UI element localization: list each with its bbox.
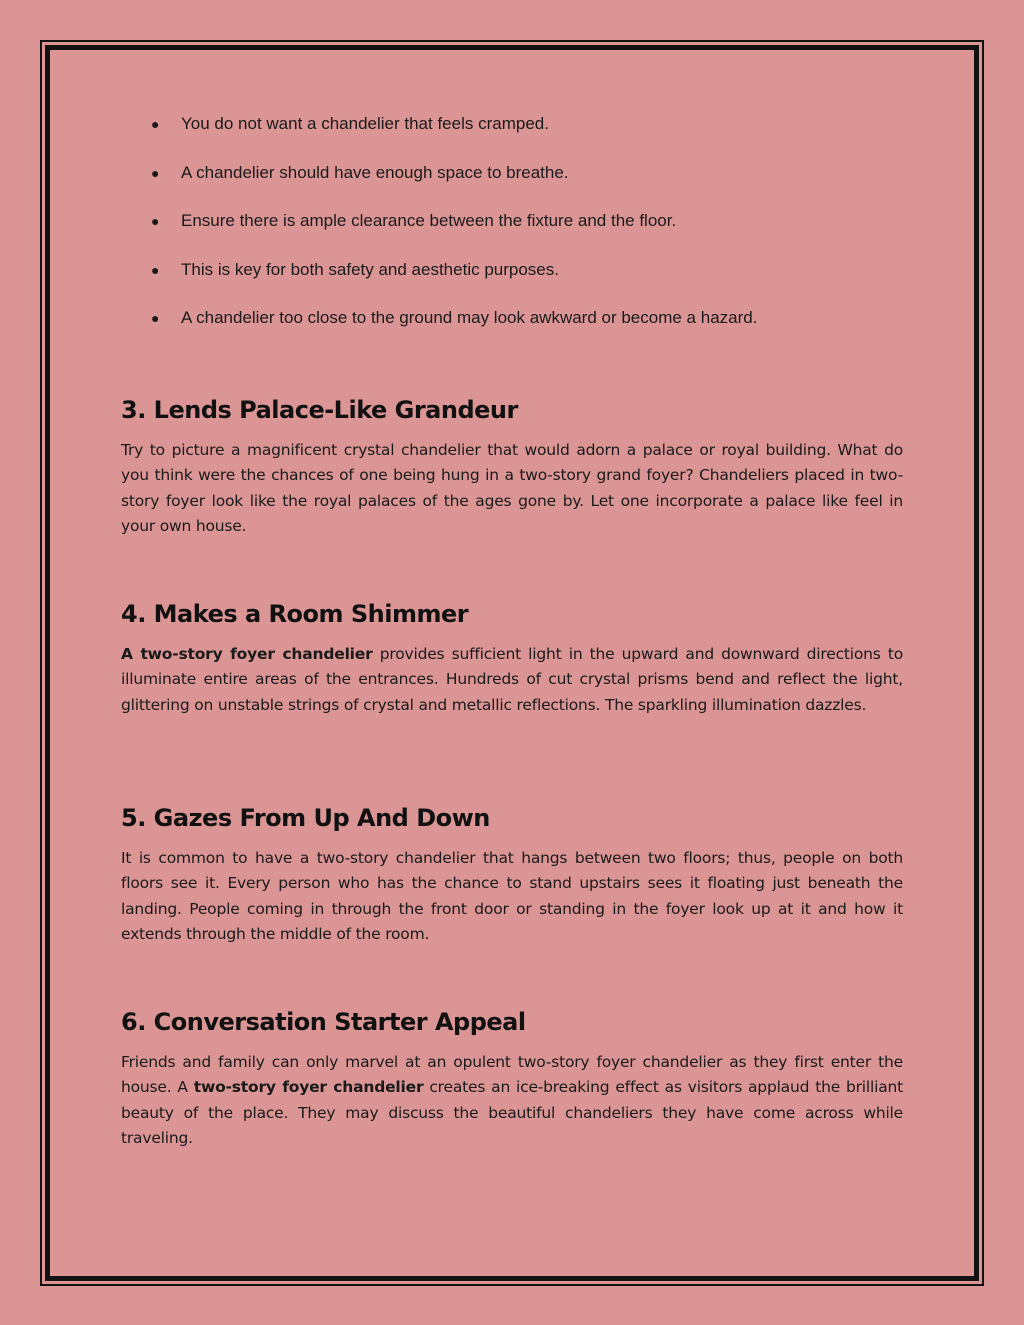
document-content: [121, 112, 904, 1147]
list-item: ● A chandelier should have enough space to breathe.: [121, 161, 903, 185]
section-paragraph: Try to picture a magnificent crystal chandelier that would adorn a palace or royal building. What do you think were the chances of one being hung in a two-story grand foyer? Chandeliers placed in two-story foyer look like the royal palaces of the ages gone by. Let one incorporate a palace like feel in your own house.: [121, 441, 903, 535]
section-paragraph: It is common to have a two-story chandelier that hangs between two floors; thus, people on both floors see it. Every person who has the chance to stand upstairs sees it floating just beneath the landing. People coming in through the front door or standing in the foyer look up at it and how it extends through the middle of the room.: [121, 849, 903, 943]
list-item: ● Ensure there is ample clearance between the fixture and the floor.: [121, 209, 903, 233]
section-conversation-starter: [121, 1006, 903, 1151]
bold-phrase: A two-story foyer chandelier: [121, 645, 373, 663]
section-heading: 5. Gazes From Up And Down: [121, 804, 490, 832]
section-paragraph: Friends and family can only marvel at an opulent two-story foyer chandelier as they first enter the house. A two-story foyer chandelier creates an ice-breaking effect as visitors applaud the brilliant beauty of the place. They may discuss the beautiful chandeliers they have come across while traveling.: [121, 1053, 904, 1147]
section-paragraph: A two-story foyer chandelier provides sufficient light in the upward and downward directions to illuminate entire areas of the entrances. Hundreds of cut crystal prisms bend and reflect the light, glittering on unstable strings of crystal and metallic reflections. The sparkling illumination dazzles.: [121, 645, 904, 714]
section-gazes-up-down: [121, 802, 903, 947]
bold-phrase: two-story foyer chandelier: [193, 1078, 424, 1097]
bullet-icon: ●: [151, 261, 160, 278]
list-item: ● This is key for both safety and aesthetic purposes.: [121, 258, 903, 282]
section-palace-grandeur: [121, 394, 903, 539]
bullet-list: [121, 112, 903, 330]
section-heading: 4. Makes a Room Shimmer: [121, 600, 469, 628]
section-heading: 6. Conversation Starter Appeal: [121, 1008, 526, 1036]
bullet-icon: ●: [151, 116, 160, 132]
bullet-icon: ●: [151, 213, 160, 230]
list-item: ● You do not want a chandelier that feels cramped.: [121, 112, 903, 136]
section-room-shimmer: [121, 598, 903, 718]
bullet-icon: ●: [151, 310, 160, 327]
bullet-icon: ●: [151, 164, 160, 181]
list-item: ● A chandelier too close to the ground may look awkward or become a hazard.: [121, 306, 903, 330]
section-heading: 3. Lends Palace-Like Grandeur: [121, 396, 518, 424]
